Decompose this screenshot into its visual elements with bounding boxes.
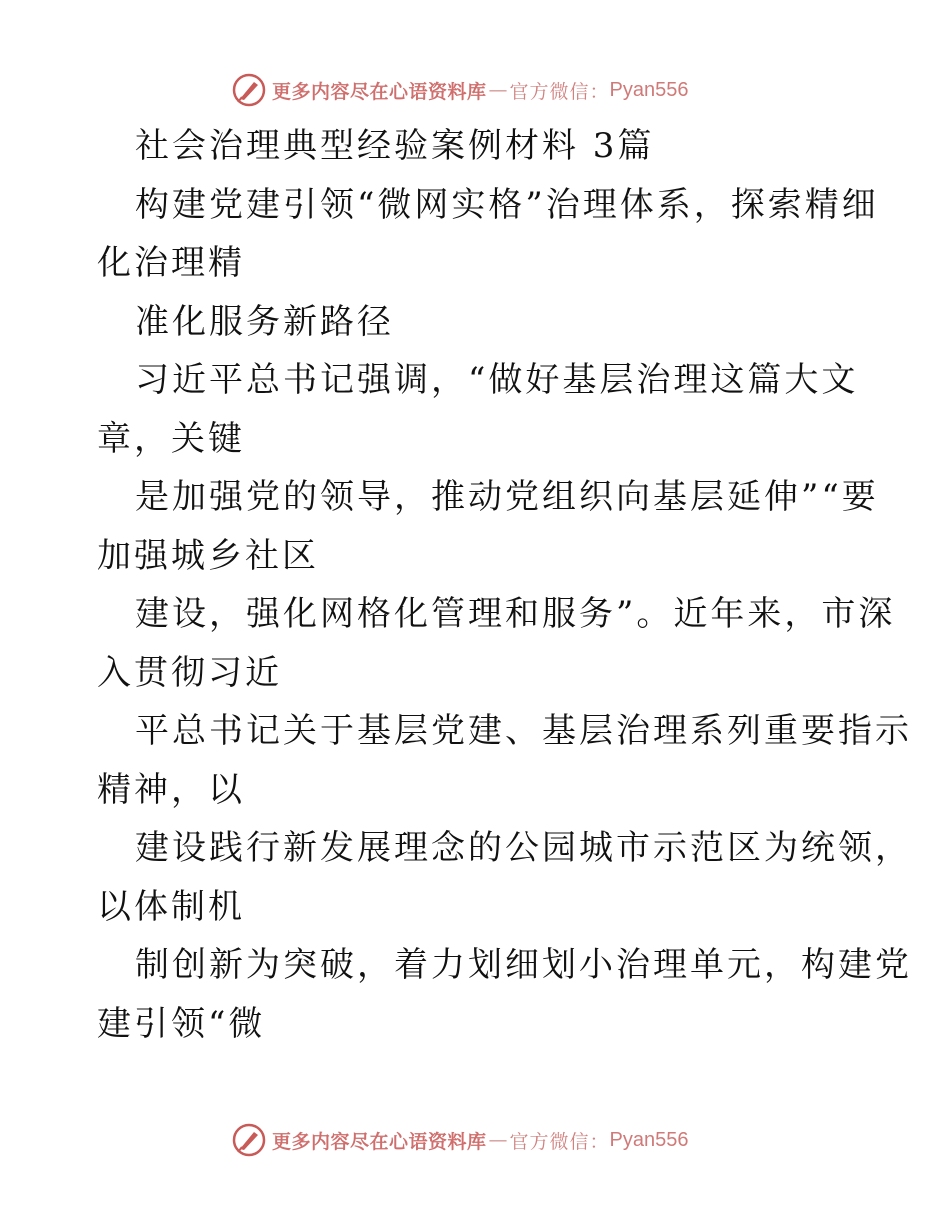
text-line: 以体制机 xyxy=(97,886,245,927)
document-title: 社会治理典型经验案例材料 3篇 xyxy=(135,126,655,166)
text-line: 建设践行新发展理念的公园城市示范区为统领， xyxy=(135,828,912,868)
text-line: 平总书记关于基层党建、基层治理系列重要指示 xyxy=(135,711,912,751)
watermark-dash: — xyxy=(488,1129,508,1151)
text-line: 准化服务新路径 xyxy=(135,301,394,342)
text-line: 加强城乡社区 xyxy=(97,535,319,576)
watermark-wechat-label: 官方微信： xyxy=(509,80,610,103)
watermark-main-text: 更多内容尽在心语资料库 xyxy=(272,80,487,103)
text-line: 是加强党的领导，推动党组织向基层延伸”“要 xyxy=(135,477,879,517)
text-line: 化治理精 xyxy=(97,243,245,283)
quill-pen-logo-icon xyxy=(232,73,266,107)
text-line: 建设，强化网格化管理和服务”。近年来，市深 xyxy=(135,594,896,634)
footer-watermark xyxy=(232,1120,689,1160)
watermark-wechat-label: 官方微信： xyxy=(509,1130,610,1153)
quill-pen-logo-icon xyxy=(232,1123,266,1157)
text-line: 制创新为突破，着力划细划小治理单元，构建党 xyxy=(135,945,912,985)
watermark-wechat-id: Pyan556 xyxy=(609,78,689,101)
text-line: 入贯彻习近 xyxy=(97,652,282,693)
text-line: 精神，以 xyxy=(97,769,245,810)
text-line: 建引领“微 xyxy=(97,1003,266,1044)
text-line: 章，关键 xyxy=(97,418,245,459)
text-line: 习近平总书记强调，“做好基层治理这篇大文 xyxy=(135,360,859,400)
watermark-dash: — xyxy=(488,79,508,101)
watermark-main-text: 更多内容尽在心语资料库 xyxy=(272,1130,487,1153)
text-line: 构建党建引领“微网实格”治理体系，探索精细 xyxy=(135,184,879,225)
document-body xyxy=(97,117,912,1053)
header-watermark xyxy=(232,70,689,110)
watermark-wechat-id: Pyan556 xyxy=(609,1128,689,1151)
